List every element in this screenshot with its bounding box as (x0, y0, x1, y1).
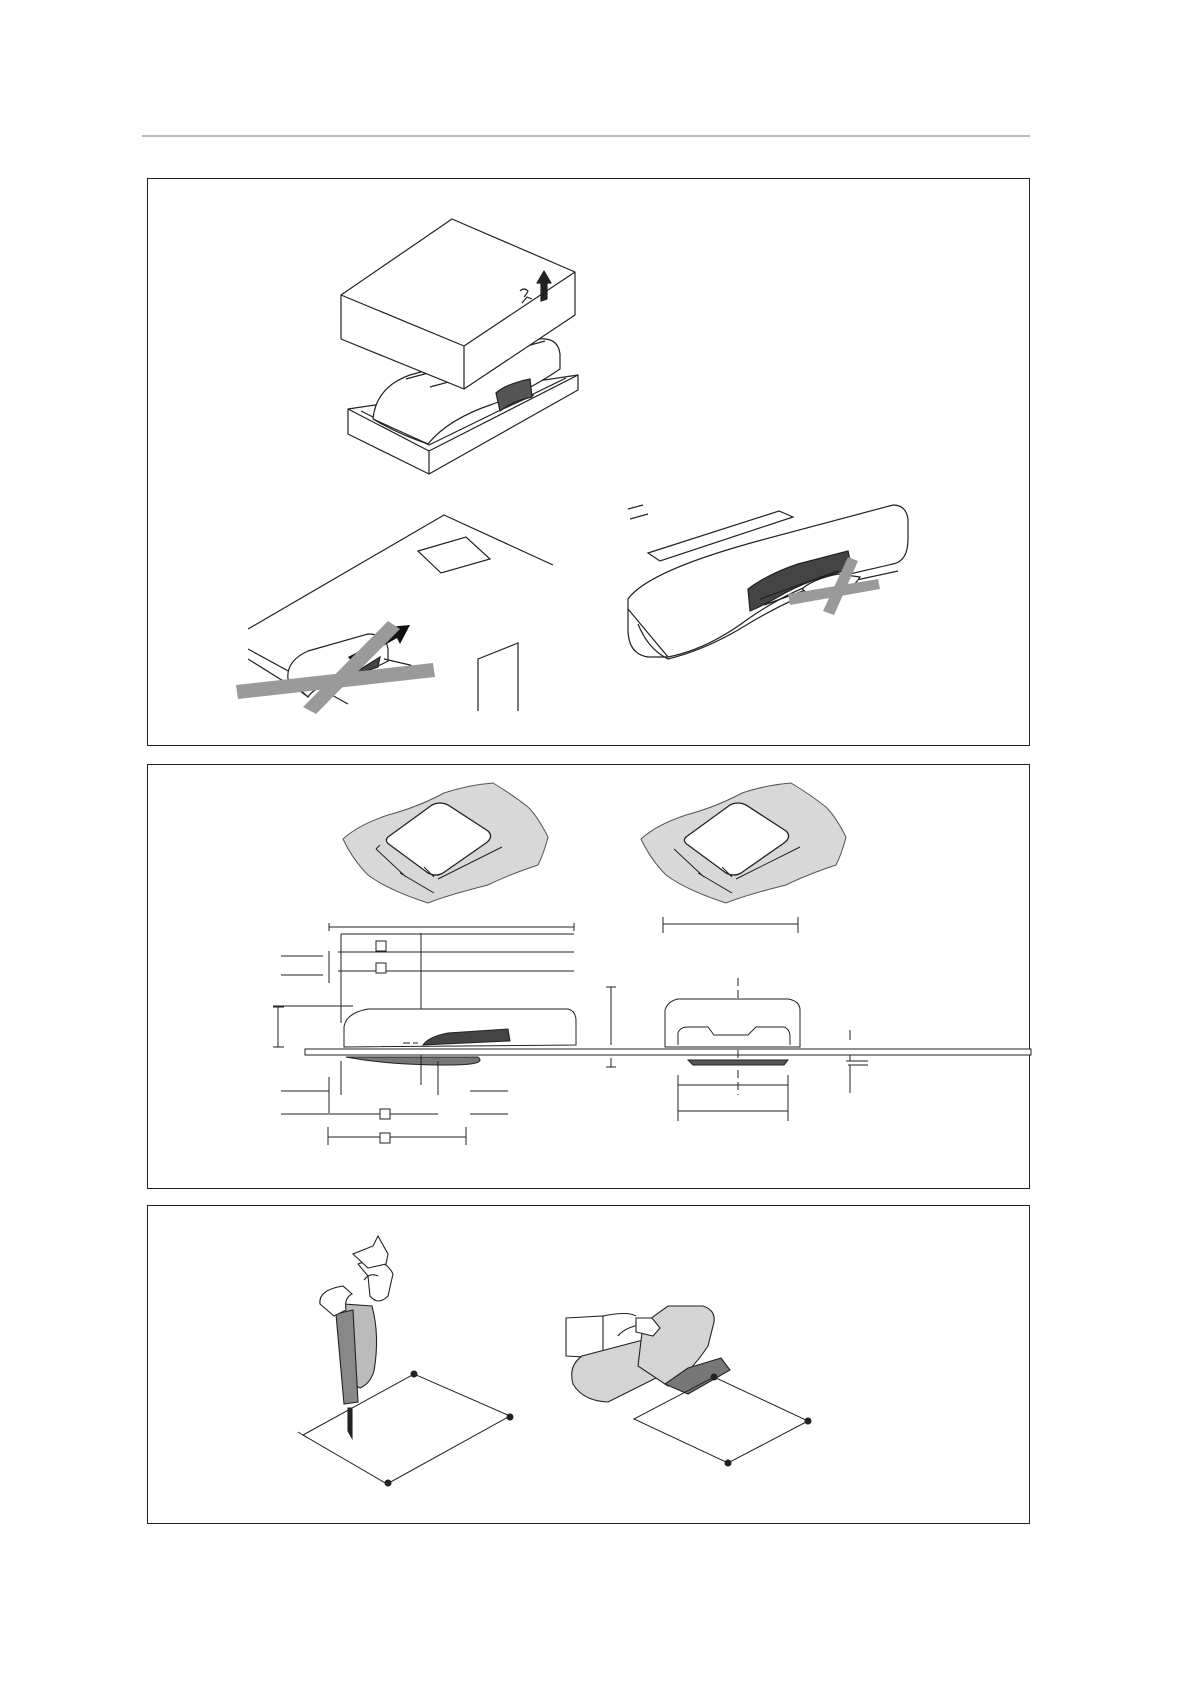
drill-icon (320, 1236, 393, 1438)
drill-hole-markings (298, 1371, 513, 1486)
cut-line-markings (634, 1374, 811, 1466)
roof-cutout-b (641, 783, 846, 903)
roof-cutout-a (343, 783, 548, 903)
dimensions-figure-panel (147, 764, 1030, 1189)
front-elevation (663, 917, 868, 1121)
unpacking-illustration (148, 179, 1031, 747)
drilling-illustration (148, 1206, 1031, 1525)
jigsaw-icon (566, 1306, 730, 1402)
unpacking-figure-panel (147, 178, 1030, 746)
dimensions-illustration (148, 765, 1031, 1190)
drilling-figure-panel (147, 1205, 1030, 1524)
header-rule (142, 135, 1030, 137)
